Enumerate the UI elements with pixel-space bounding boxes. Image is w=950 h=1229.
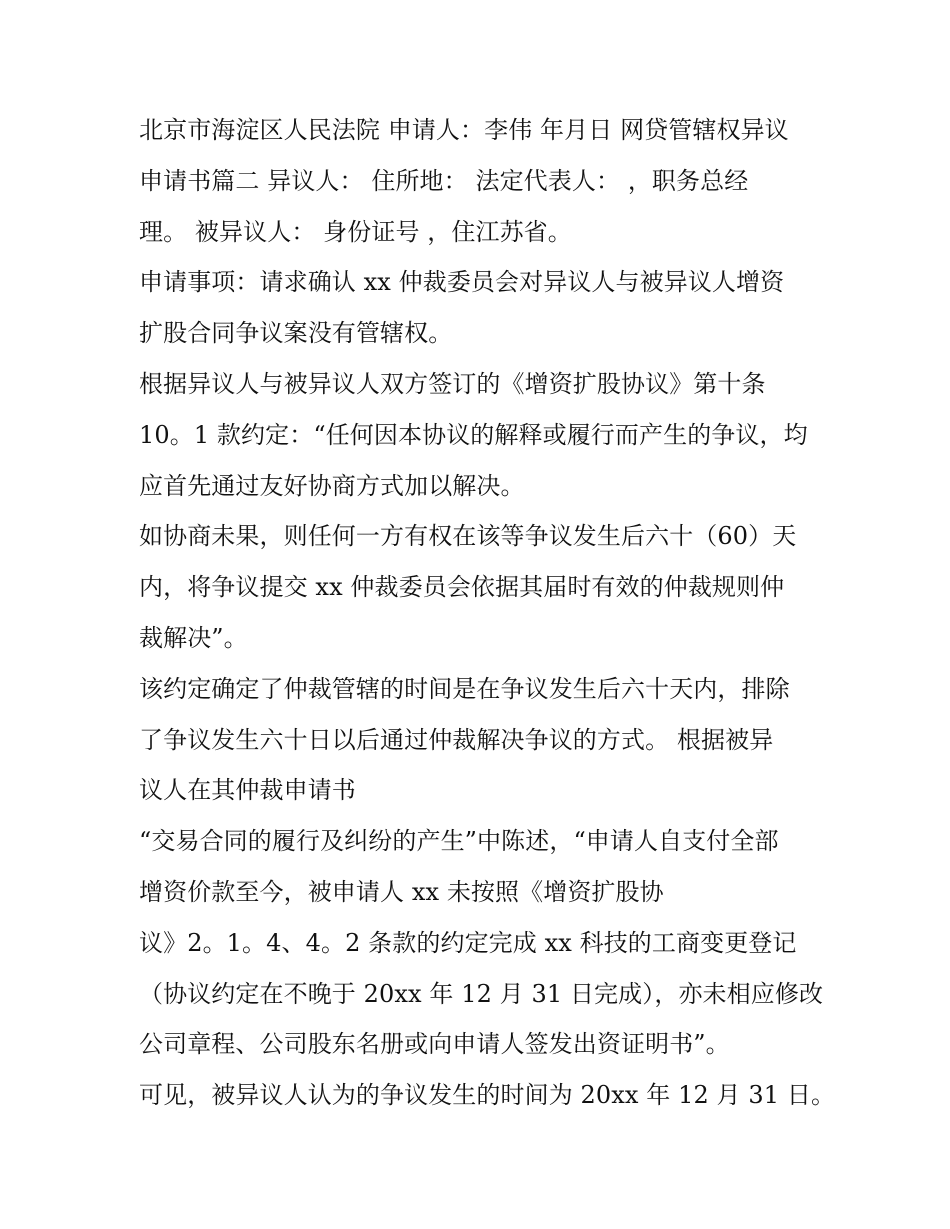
- document-line: 10。1 款约定：“任何因本协议的解释或履行而产生的争议，均: [139, 420, 808, 449]
- document-line: 了争议发生六十日以后通过仲裁解决争议的方式。 根据被异: [139, 725, 774, 754]
- document-line: 扩股合同争议案没有管辖权。: [139, 319, 453, 348]
- document-line: 可见，被异议人认为的争议发生的时间为 20xx 年 12 月 31 日。: [139, 1081, 836, 1110]
- document-line: 理。 被异议人： 身份证号 ，住江苏省。: [139, 217, 572, 246]
- document-line: 增资价款至今，被申请人 xx 未按照《增资扩股协: [139, 877, 664, 906]
- document-line: 根据异议人与被异议人双方签订的《增资扩股协议》第十条: [139, 369, 766, 398]
- document-line: 申请事项：请求确认 xx 仲裁委员会对异议人与被异议人增资: [139, 268, 785, 297]
- document-line: “交易合同的履行及纠纷的产生”中陈述，“申请人自支付全部: [139, 827, 779, 856]
- document-line: 公司章程、公司股东名册或向申请人签发出资证明书”。: [139, 1030, 730, 1059]
- document-body: [139, 105, 839, 1121]
- document-line: 北京市海淀区人民法院 申请人：李伟 年月日 网贷管辖权异议: [139, 116, 789, 144]
- document-line: 该约定确定了仲裁管辖的时间是在争议发生后六十天内，排除: [139, 674, 790, 703]
- document-line: 内，将争议提交 xx 仲裁委员会依据其届时有效的仲裁规则仲: [139, 573, 785, 602]
- document-line: 申请书篇二 异议人： 住所地： 法定代表人： ，职务总经: [139, 166, 749, 195]
- document-line: 裁解决”。: [139, 623, 248, 652]
- document-line: 如协商未果，则任何一方有权在该等争议发生后六十（60）天: [139, 522, 797, 551]
- document-line: （协议约定在不晚于 20xx 年 12 月 31 日完成），亦未相应修改: [139, 979, 824, 1008]
- document-line: 应首先通过友好协商方式加以解决。: [139, 471, 525, 500]
- document-line: 议人在其仲裁申请书: [139, 776, 356, 805]
- document-line: 议》2。1。4、4。2 条款的约定完成 xx 科技的工商变更登记: [139, 928, 797, 957]
